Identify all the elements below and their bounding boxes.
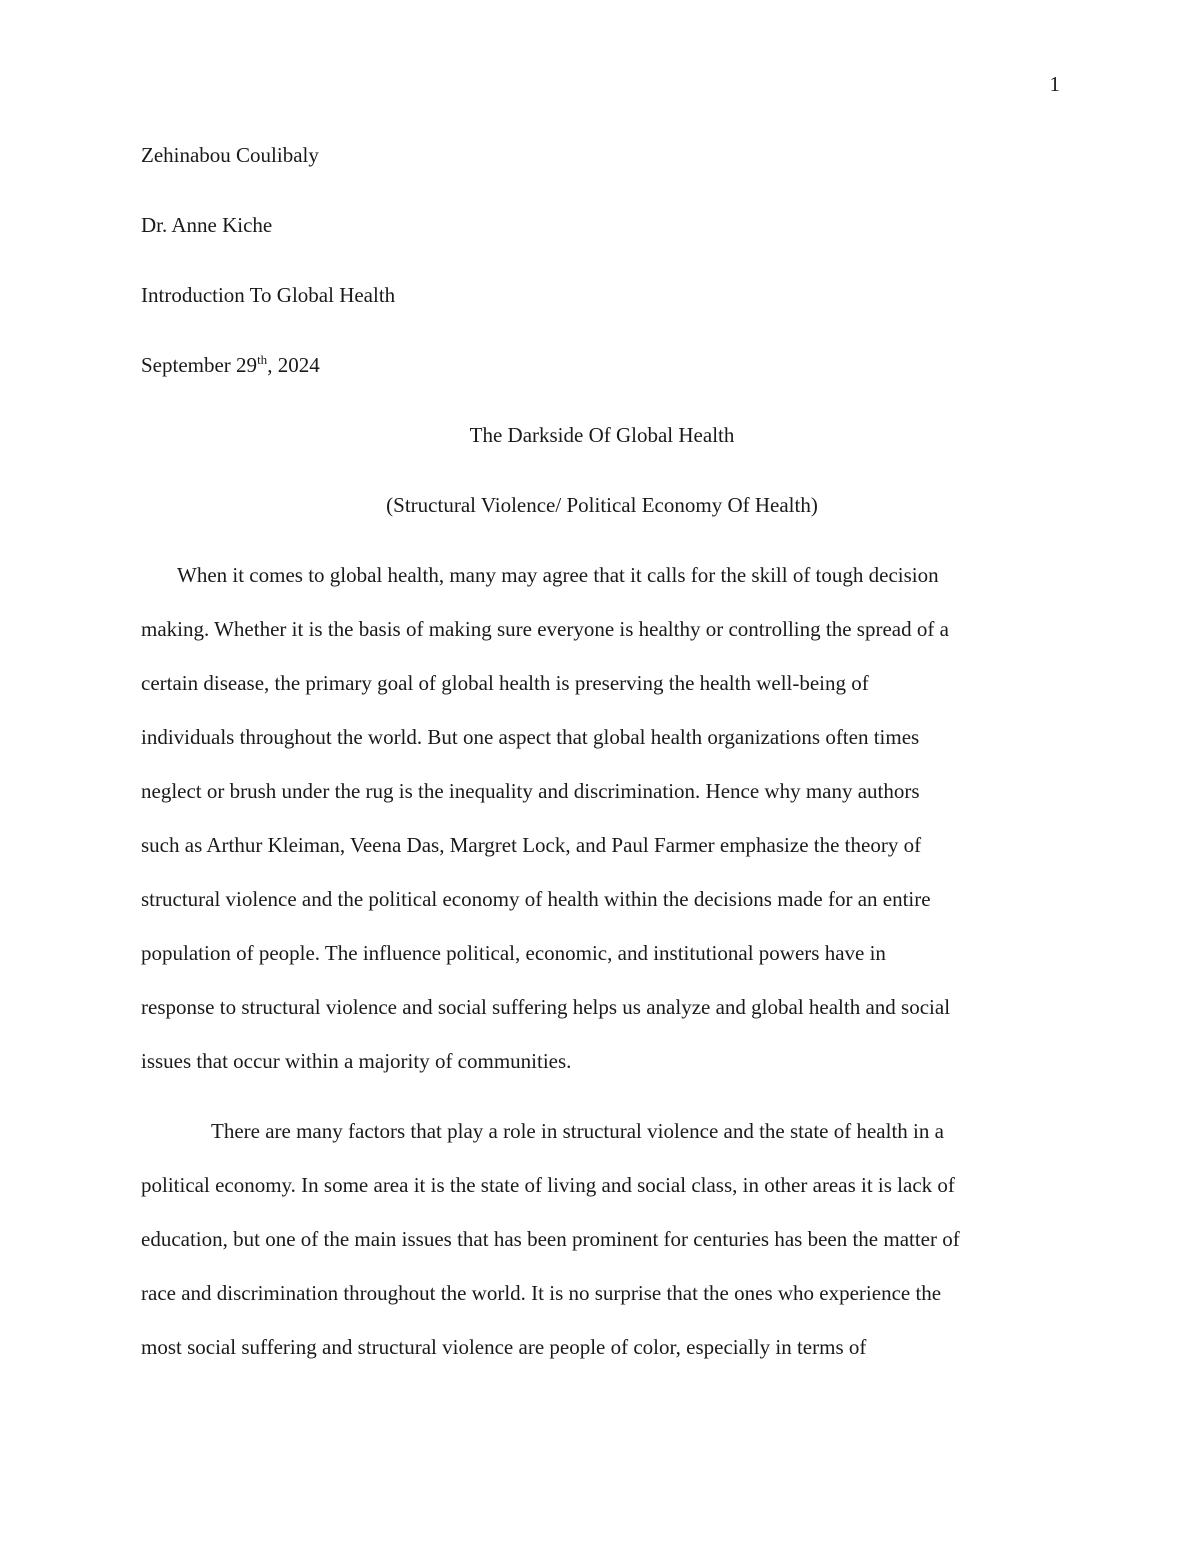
instructor-name: Dr. Anne Kiche: [141, 213, 273, 237]
paragraph-line: issues that occur within a majority of communities.: [141, 1049, 572, 1073]
paragraph-line: political economy. In some area it is the state of living and social class, in other areas it is lack of: [141, 1173, 955, 1197]
paragraph-line: such as Arthur Kleiman, Veena Das, Margret Lock, and Paul Farmer emphasize the theory of: [141, 833, 922, 857]
date-suffix: , 2024: [267, 353, 320, 377]
paragraph-line: response to structural violence and social suffering helps us analyze and global health and social: [141, 995, 951, 1019]
date-ordinal: th: [257, 352, 268, 367]
paragraph-line: education, but one of the main issues that has been prominent for centuries has been the matter of: [141, 1227, 960, 1251]
paragraph-line: most social suffering and structural violence are people of color, especially in terms of: [141, 1335, 867, 1359]
paragraph-line: certain disease, the primary goal of global health is preserving the health well-being of: [141, 671, 869, 695]
paragraph-line: neglect or brush under the rug is the inequality and discrimination. Hence why many authors: [141, 779, 920, 803]
paragraph-line: When it comes to global health, many may agree that it calls for the skill of tough decision: [177, 563, 939, 587]
paragraph-line: making. Whether it is the basis of making sure everyone is healthy or controlling the spread of a: [141, 617, 949, 641]
document-content: [141, 140, 1063, 1386]
essay-title: The Darkside Of Global Health: [469, 423, 735, 447]
paragraph-line: individuals throughout the world. But one aspect that global health organizations often times: [141, 725, 920, 749]
date-prefix: September 29: [141, 353, 258, 377]
submission-date: [141, 350, 1063, 420]
paragraph-1: [141, 548, 1063, 1088]
course-name: Introduction To Global Health: [141, 283, 396, 307]
paragraph-2: [141, 1104, 1063, 1374]
paragraph-line: population of people. The influence political, economic, and institutional powers have in: [141, 941, 886, 965]
student-name: Zehinabou Coulibaly: [141, 143, 319, 167]
paragraph-line: There are many factors that play a role in structural violence and the state of health in a: [211, 1119, 944, 1143]
paragraph-line: race and discrimination throughout the world. It is no surprise that the ones who experience the: [141, 1281, 942, 1305]
page-number: 1: [1049, 72, 1060, 96]
essay-subtitle: (Structural Violence/ Political Economy Of Health): [386, 493, 818, 517]
paragraph-line: structural violence and the political economy of health within the decisions made for an entire: [141, 887, 931, 911]
